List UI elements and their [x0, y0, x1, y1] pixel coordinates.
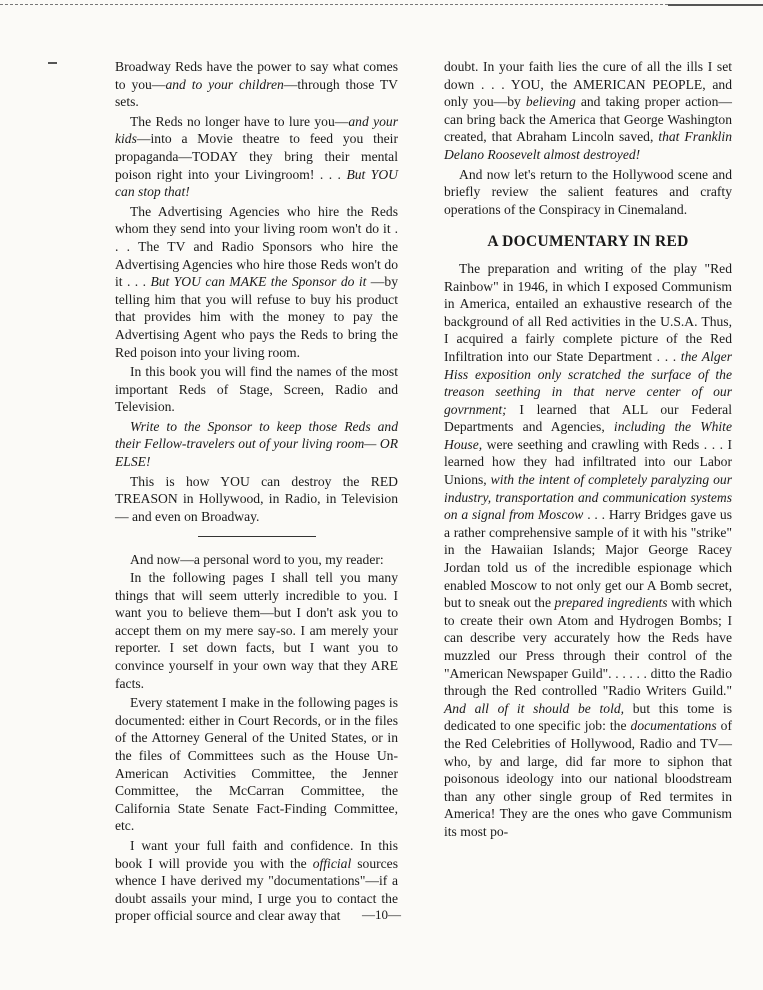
paragraph: This is how YOU can destroy the RED TREASON in Hollywood, in Radio, in Television— and even on Broadway.	[115, 473, 398, 524]
left-column	[115, 58, 398, 925]
paragraph	[115, 113, 398, 201]
paragraph	[444, 58, 732, 164]
top-edge-rule	[0, 4, 763, 8]
paragraph: In this book you will find the names of the most important Reds of Stage, Screen, Radio and Television.	[115, 364, 398, 415]
margin-mark	[48, 62, 57, 64]
emphasis: believing	[525, 94, 576, 110]
text: Broadway Reds have the power to say what comes to you—	[115, 59, 398, 92]
paragraph: And now—a personal word to you, my reader:	[130, 552, 384, 568]
page-number: —10—	[362, 907, 401, 922]
section-heading: A DOCUMENTARY IN RED	[487, 233, 689, 251]
text: were seething and crawling with Reds . . . I learned how they had infiltrated into our Labor Unions,	[444, 436, 732, 488]
emphasis: prepared ingredients	[554, 595, 668, 611]
text: —into a Movie theatre to feed you their propaganda—TODAY they bring their mental poison right into your Livingroom! . . .	[115, 131, 398, 182]
text: The Advertising Agencies who hire the Reds whom they send into your living room won't do it . . . The TV and Radio Sponsors who hire the Advertising Agencies who hire those Reds won't do it . . .	[115, 203, 398, 290]
emphasis: the Alger Hiss exposition only scratched the surface of the treason seething in that nerve center of our govrnment;	[444, 348, 732, 417]
emphasis: that Franklin Delano Roosevelt almost destroyed!	[444, 129, 732, 162]
right-column	[444, 58, 732, 841]
emphasis: including the White House,	[444, 419, 732, 452]
paragraph	[115, 418, 398, 471]
text: The Reds no longer have to lure you—	[130, 113, 349, 129]
paragraph: Every statement I make in the following pages is documented: either in Court Records, or in the files of the Attorney General of the United States, or in the files of Committees such as the House Un-American Activities Committee, the Jenner Committee, the McCarran Committee, the California State Senate Fact-Finding Committee, etc.	[115, 695, 398, 834]
paragraph: In the following pages I shall tell you many things that will seem utterly incredible to you. I want you to believe them—but I don't ask you to accept them on my mere say-so. I am merely your reporter. I set down facts, but I want you to convince yourself in your own way that they ARE facts.	[115, 570, 398, 691]
text: with which to create their own Atom and Hydrogen Bombs; I can describe very accurately how the Reds have muzzled our Press through their control of the "American Newspaper Guild". . . . . . ditto the Radio through the Red controlled "Radio Writers Guild."	[444, 595, 732, 699]
emphasis: and your kids	[115, 113, 398, 147]
emphasis: documentations	[630, 718, 717, 734]
text: doubt. In your faith lies the cure of all the ills I set down . . . YOU, the AMERICAN PEOPLE, and only you—by	[444, 59, 732, 110]
emphasis: Write to the Sponsor to keep those Reds and their Fellow-travelers out of your living room— OR ELSE!	[115, 418, 398, 470]
text: sources whence I have derived my "documentations"—if a doubt assails your mind, I urge you to contact the proper official source and clear away that	[115, 855, 399, 924]
paragraph: And now let's return to the Hollywood scene and briefly review the salient features and crafty operations of the Conspiracy in Cinemaland.	[444, 166, 732, 217]
emphasis: with the intent of completely paralyzing our industry, transportation and communication systems on a signal from Moscow	[444, 472, 732, 523]
section-divider	[198, 536, 316, 537]
emphasis: and to your children	[165, 76, 284, 92]
text: —by telling him that you will refuse to buy his product that provides him with the money to pay the Advertising Agent who pays the Reds to bring the Red poison into your living room.	[115, 274, 398, 360]
text: but this tome is dedicated to one specific job: the	[444, 700, 732, 734]
emphasis: But YOU can stop that!	[115, 166, 398, 200]
emphasis: But YOU can MAKE the Sponsor do it	[150, 274, 367, 290]
text: . . . Harry Bridges gave us a rather comprehensive sample of it with his "strike" in the Hawaiian Islands; Major George Racey Jordan told us of the incredible espionage which enabled Moscow to not only get our A Bomb secret, but to sneak out the	[444, 507, 732, 611]
text: I want your full faith and confidence. In this book I will provide you with the	[115, 837, 398, 871]
text: and taking proper action—can bring back the America that George Washington created, that Abraham Lincoln saved,	[444, 94, 732, 145]
text: The preparation and writing of the play "Red Rainbow" in 1946, in which I exposed Communism in America, entailed an exhaustive research of the background of all Red activities in the U.S.A. Thus, I acquired a fairly complete picture of the Red Infiltration into our State Department . . .	[444, 260, 732, 364]
paragraph	[444, 260, 732, 841]
text: —through those TV sets.	[115, 76, 398, 110]
emphasis: And all of it should be told,	[444, 700, 625, 716]
emphasis: official	[312, 855, 352, 871]
paragraph	[115, 58, 398, 111]
top-edge-bar	[668, 4, 763, 6]
paragraph	[115, 203, 398, 361]
text: of the Red Celebrities of Hollywood, Radio and TV— who, by and large, did far more to siphon that poisonous ideology into our national bloodstream than any other single group of Red termites in America! They are the ones who gave Communism its most po-	[444, 718, 732, 839]
text: I learned that ALL our Federal Departments and Agencies,	[444, 401, 732, 435]
